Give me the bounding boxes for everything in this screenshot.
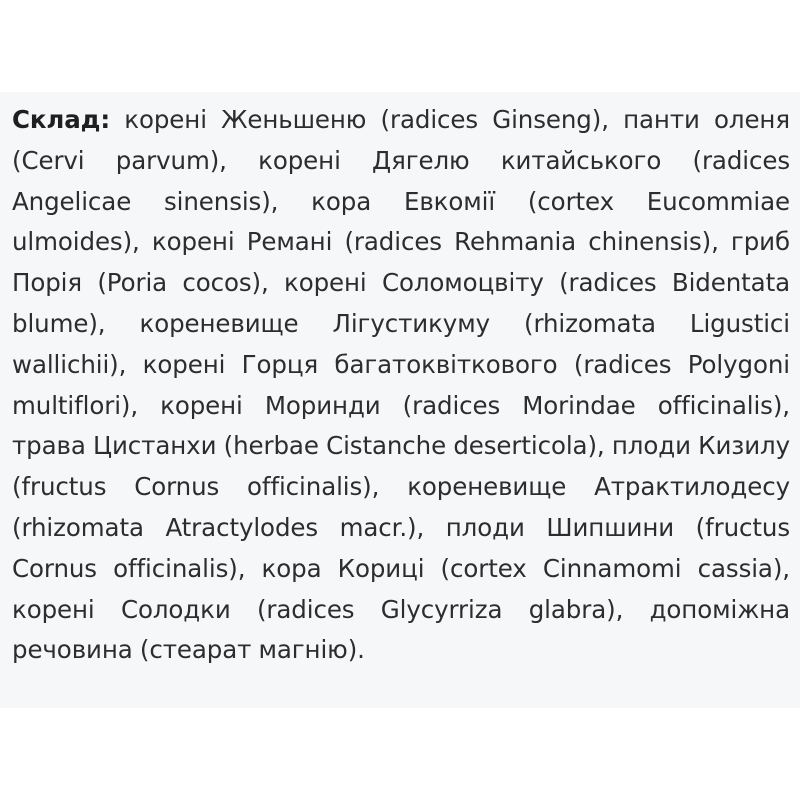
composition-label: Склад: xyxy=(12,105,111,134)
composition-paragraph xyxy=(12,92,790,671)
composition-text: корені Женьшеню (radices Ginseng), панти оленя (Cervi parvum), корені Дягелю китайського (radices Angelicae sinensis), кора Евкомії (cortex Eucommiae ulmoides), корені Ремані (radices Rehmania chinensis), гриб Порія (Poria cocos), корені Соломоцвіту (radices Bidentata blume), кореневище Лігустикуму (rhizomata Ligustici wallichii), корені Горця багатоквіткового (radices Polygoni multiflori), корені Моринди (radices Morindae officinalis), трава Цистанхи (herbae Cistanche deserticola), плоди Кизилу (fructus Cornus officinalis), кореневище Атрактилодесу (rhizomata Atractylodes macr.), плоди Шипшини (fructus Cornus officinalis), кора Кориці (cortex Cinnamomi cassia), корені Солодки (radices Glycyrriza glabra), допоміжна речовина (стеарат магнію). xyxy=(12,105,790,665)
composition-panel xyxy=(0,92,800,708)
